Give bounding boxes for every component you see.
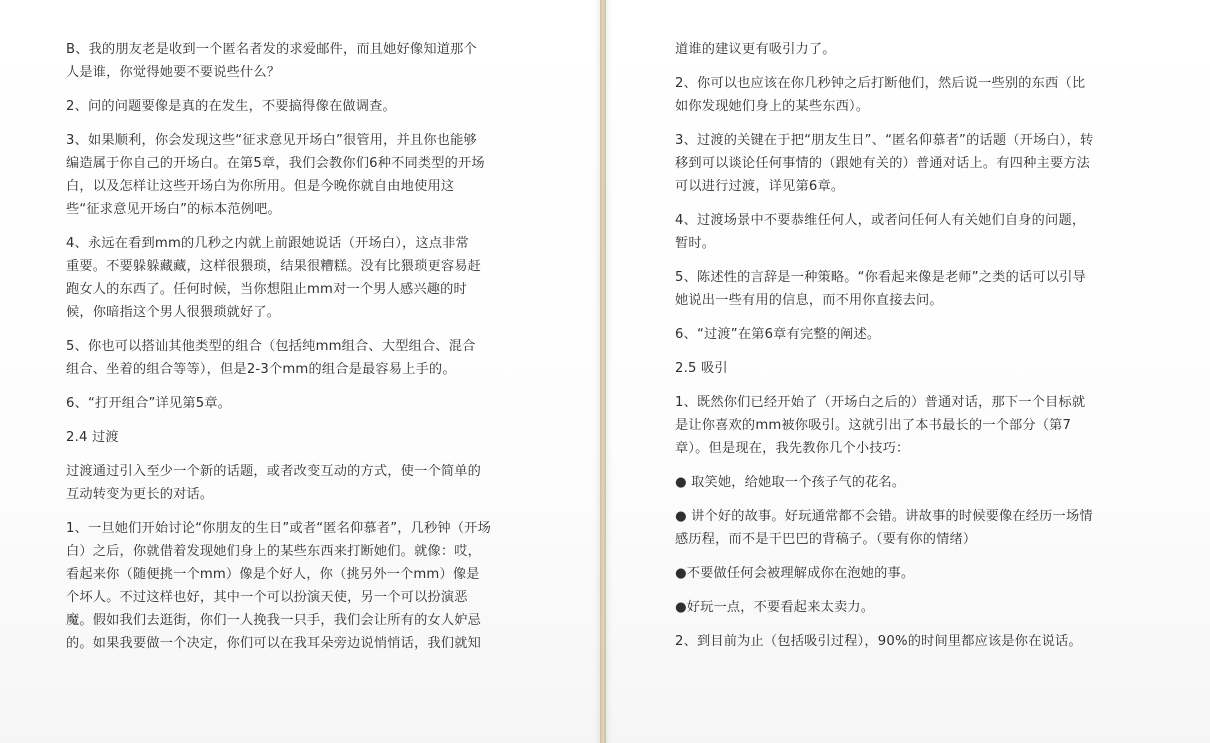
- left-page-text: [66, 38, 536, 666]
- paragraph: 4、过渡场景中不要恭维任何人，或者问任何人有关她们自身的问题， 暂时。: [675, 213, 1086, 251]
- paragraph: B、我的朋友老是收到一个匿名者发的求爱邮件，而且她好像知道那个 人是谁，你觉得她要不要说些什么？: [66, 42, 477, 80]
- right-page-text: [675, 38, 1145, 664]
- paragraph: 1、既然你们已经开始了（开场白之后的）普通对话，那下一个目标就 是让你喜欢的mm被你吸引。这就引出了本书最长的一个部分（第7 章）。但是现在，我先教你几个小技巧：: [675, 395, 1086, 456]
- paragraph: 3、如果顺利，你会发现这些“征求意见开场白”很管用，并且你也能够 编造属于你自己的开场白。在第5章，我们会教你们6种不同类型的开场 白，以及怎样让这些开场白为你所用。但是今晚你就自由地使用这 些“征求意见开场白”的标本范例吧。: [66, 133, 485, 217]
- paragraph: 1、一旦她们开始讨论“你朋友的生日”或者“匿名仰慕者”，几秒钟（开场 白）之后，你就借着发现她们身上的某些东西来打断她们。就像：哎， 看起来你（随便挑一个mm）像是个好人，你（挑另外一个mm）像是 个坏人。不过这样也好，其中一个可以扮演天使，另一个可以扮演恶 魔。假如我们去逛街，你们一人挽我一只手，我们会让所有的女人妒忌 的。如果我要做一个决定，你们可以在我耳朵旁边说悄悄话，我们就知: [66, 521, 491, 651]
- bullet-item: ●好玩一点，不要看起来太卖力。: [675, 600, 875, 615]
- left-page: [0, 0, 600, 743]
- paragraph: 5、你也可以搭讪其他类型的组合（包括纯mm组合、大型组合、混合 组合、坐着的组合等等），但是2-3个mm的组合是最容易上手的。: [66, 339, 476, 377]
- paragraph: 6、“过渡”在第6章有完整的阐述。: [675, 327, 881, 342]
- paragraph: 2、你可以也应该在你几秒钟之后打断他们，然后说一些别的东西（比 如你发现她们身上的某些东西）。: [675, 76, 1086, 114]
- bullet-item: ● 讲个好的故事。好玩通常都不会错。讲故事的时候要像在经历一场情 感历程，而不是干巴巴的背稿子。（要有你的情绪）: [675, 509, 1093, 547]
- bullet-item: ● 取笑她，给她取一个孩子气的花名。: [675, 475, 906, 490]
- paragraph: 2、到目前为止（包括吸引过程），90%的时间里都应该是你在说话。: [675, 634, 1082, 649]
- section-heading: 2.4 过渡: [66, 430, 119, 445]
- paragraph: 过渡通过引入至少一个新的话题，或者改变互动的方式，使一个简单的 互动转变为更长的对话。: [66, 464, 482, 502]
- paragraph: 道谁的建议更有吸引力了。: [675, 42, 836, 57]
- right-page: [606, 0, 1210, 743]
- paragraph: 3、过渡的关键在于把“朋友生日”、“匿名仰慕者”的话题（开场白），转 移到可以谈论任何事情的（跟她有关的）普通对话上。有四种主要方法 可以进行过渡，详见第6章。: [675, 133, 1094, 194]
- paragraph: 4、永远在看到mm的几秒之内就上前跟她说话（开场白），这点非常 重要。不要躲躲藏藏，这样很猥琐，结果很糟糕。没有比猥琐更容易赶 跑女人的东西了。任何时候，当你想阻止mm对一个男人感兴趣的时 候，你暗指这个男人很猥琐就好了。: [66, 236, 482, 320]
- bullet-item: ●不要做任何会被理解成你在泡她的事。: [675, 566, 915, 581]
- paragraph: 5、陈述性的言辞是一种策略。“你看起来像是老师”之类的话可以引导 她说出一些有用的信息，而不用你直接去问。: [675, 270, 1086, 308]
- paragraph: 6、“打开组合”详见第5章。: [66, 396, 232, 411]
- section-heading: 2.5 吸引: [675, 361, 728, 376]
- paragraph: 2、问的问题要像是真的在发生，不要搞得像在做调查。: [66, 99, 396, 114]
